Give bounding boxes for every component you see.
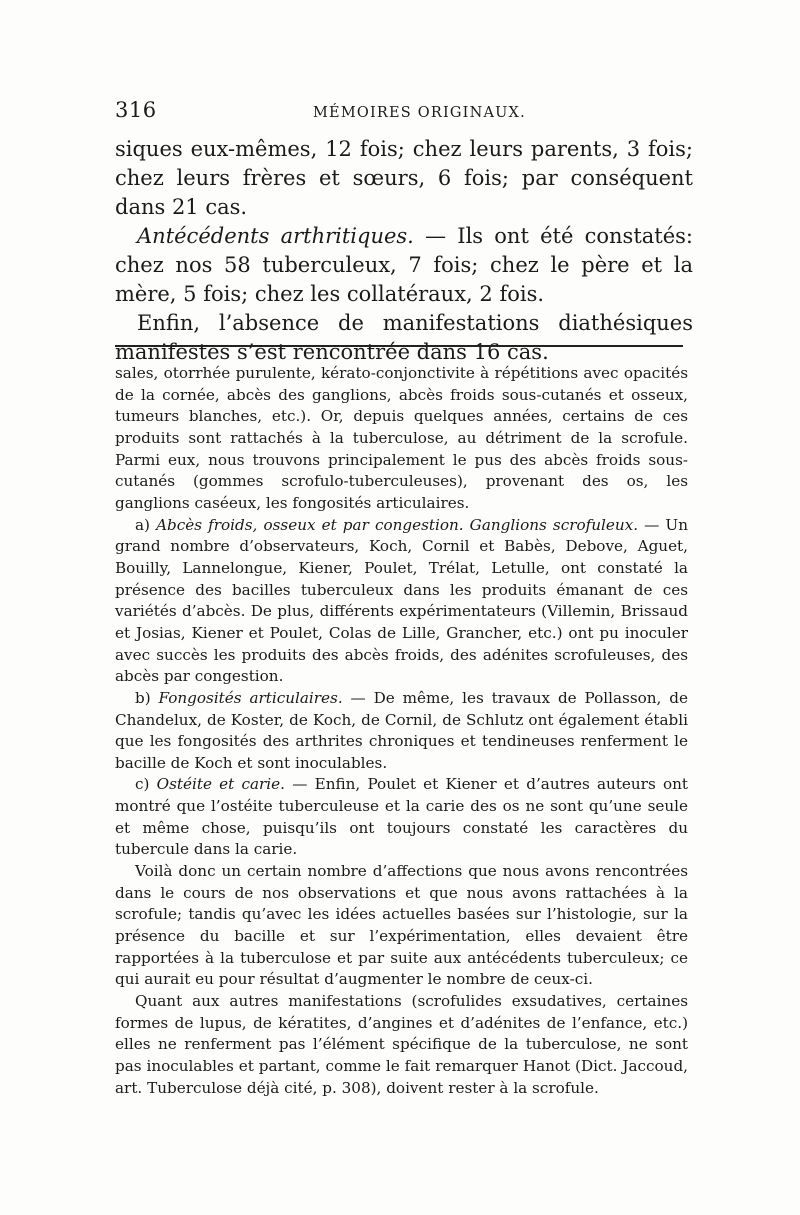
note-item-a-title: Abcès froids, osseux et par congestion. Ganglions scrofuleux. (156, 515, 639, 534)
main-paragraph-2 (115, 222, 693, 309)
note-item-b-text: — De même, les travaux de Pollasson, de Chandelux, de Koster, de Koch, de Cornil, de Schlutz ont également établi que les fongosités des arthrites chroniques et tendineuses renferment le bacille de Koch et sont inoculables. (115, 688, 688, 772)
note-paragraph-3: Quant aux autres manifestations (scrofulides exsudatives, certaines formes de lupus, de kératites, d’angines et d’adénites de l’enfance, etc.) elles ne renferment pas l’élément spécifique de la tuberculose, ne sont pas inoculables et partant, comme le fait remarquer Hanot (Dict. Jaccoud, art. Tuberculose déjà cité, p. 308), doivent rester à la scrofule. (115, 992, 688, 1097)
note-paragraph-1: sales, otorrhée purulente, kérato-conjonctivite à répétitions avec opacités de la cornée, abcès des ganglions, abcès froids sous-cutanés et osseux, tumeurs blanches, etc.). Or, depuis quelques années, certains de ces produits sont rattachés à la tuberculose, au détriment de la scrofule. Parmi eux, nous trouvons principalement le pus des abcès froids sous-cutanés (gommes scrofulo-tuberculeuses), provenant des os, les ganglions caséeux, les fongosités articulaires. (115, 364, 688, 512)
section-title-arthritiques: Antécédents arthritiques. (137, 224, 414, 248)
page-header (113, 98, 693, 128)
note-item-c-text: — Enfin, Poulet et Kiener et d’autres auteurs ont montré que l’ostéite tuberculeuse et la carie des os ne sont qu’une seule et même chose, puisqu’ils ont toujours constaté les caractères du tubercule dans la carie. (115, 775, 688, 859)
footnote-text (115, 363, 688, 1099)
note-item-b (115, 688, 688, 775)
main-paragraph-2-text: — Ils ont été constatés: chez nos 58 tuberculeux, 7 fois; chez le père et la mère, 5 fois; chez les collatéraux, 2 fois. (115, 224, 693, 306)
main-paragraph-3: Enfin, l’absence de manifestations diathésiques manifestes s’est rencontrée dans 16 cas. (115, 311, 693, 364)
note-item-a-text: — Un grand nombre d’observateurs, Koch, Cornil et Babès, Debove, Aguet, Bouilly, Lannelongue, Kiener, Poulet, Trélat, Letulle, ont constaté la présence des bacilles tuberculeux dans les produits émanant de ces variétés d’abcès. De plus, différents expérimentateurs (Villemin, Brissaud et Josias, Kiener et Poulet, Colas de Lille, Grancher, etc.) ont pu inoculer avec succès les produits des abcès froids, des adénites scrofuleuses, des abcès par congestion. (115, 515, 688, 686)
main-text (115, 135, 693, 367)
main-paragraph-1: siques eux-mêmes, 12 fois; chez leurs parents, 3 fois; chez leurs frères et sœurs, 6 fois; par conséquent dans 21 cas. (115, 137, 693, 219)
footnote-divider (115, 345, 683, 347)
page-number: 316 (115, 98, 157, 122)
note-item-c-label: c) (135, 775, 157, 794)
note-item-a (115, 515, 688, 688)
note-item-c-title: Ostéite et carie. (156, 775, 285, 794)
note-item-b-label: b) (135, 688, 159, 707)
note-item-c (115, 774, 688, 861)
note-item-b-title: Fongosités articulaires. (158, 688, 343, 707)
running-head: MÉMOIRES ORIGINAUX. (313, 105, 526, 121)
note-item-a-label: a) (135, 515, 157, 534)
note-paragraph-2: Voilà donc un certain nombre d’affections que nous avons rencontrées dans le cours de nos observations et que nous avons rattachées à la scrofule; tandis qu’avec les idées actuelles basées sur l’histologie, sur la présence du bacille et sur l’expérimentation, elles devaient être rapportées à la tuberculose et par suite aux antécédents tuberculeux; ce qui aurait eu pour résultat d’augmenter le nombre de ceux-ci. (115, 862, 688, 989)
